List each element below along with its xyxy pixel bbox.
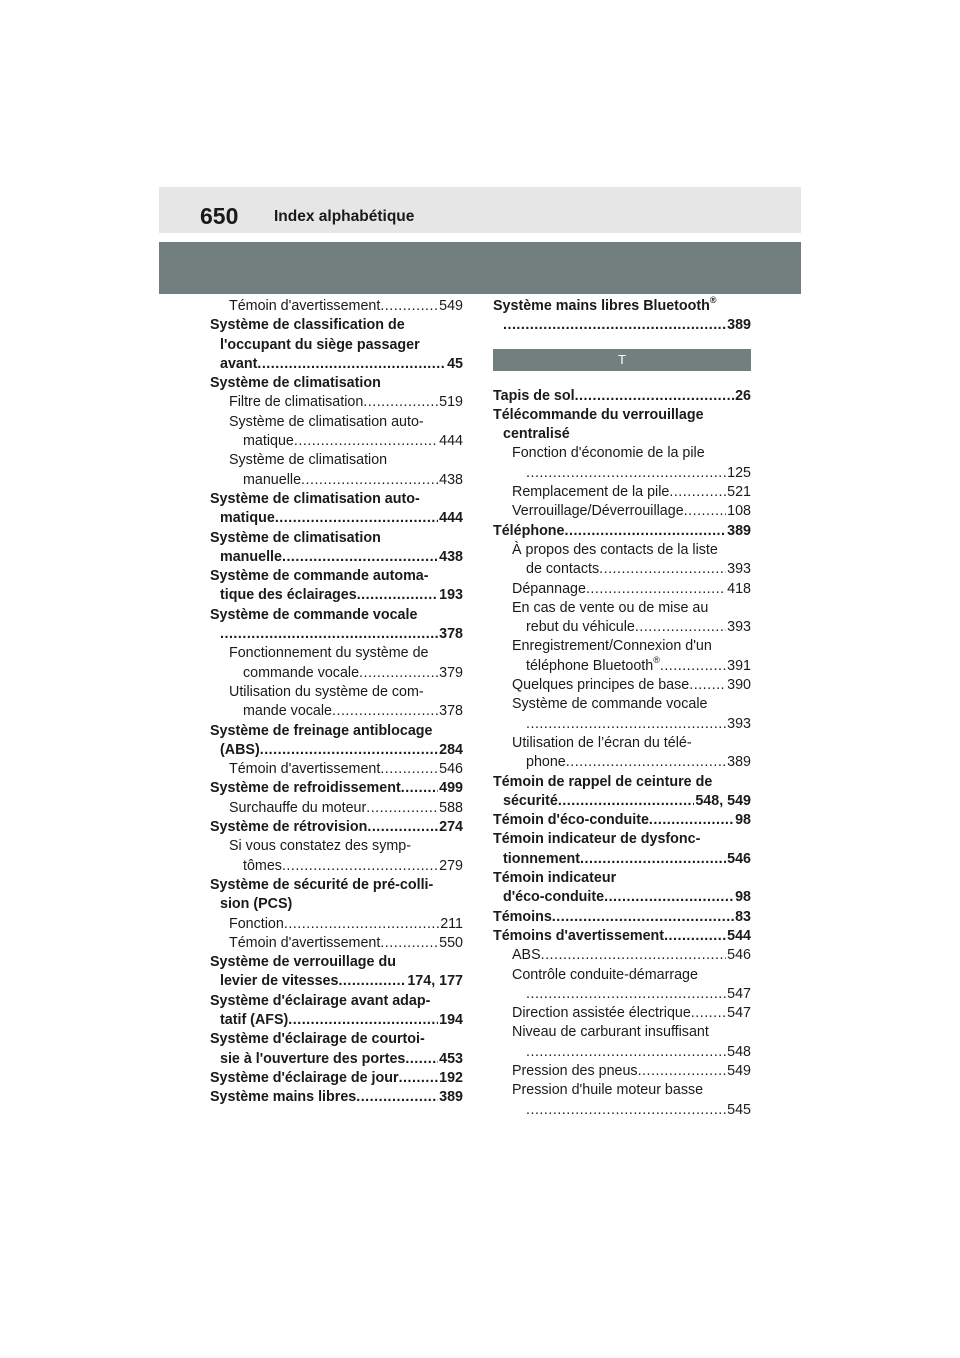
entry-row [493,316,751,335]
entry-line: Télécommande du verrouillage [493,406,704,423]
entry-row [493,888,751,907]
entry-text: Système mains libres [210,1089,357,1106]
dot-leader [526,985,726,1004]
page-reference: 453 [439,1050,463,1067]
dot-leader [684,502,726,521]
page-reference: 98 [735,889,751,906]
entry-text: levier de vitesses [220,973,339,990]
entry-row [512,715,751,734]
page-reference: 125 [727,464,751,481]
entry-row [210,586,463,605]
entry-line: Système de climatisation auto- [229,413,424,430]
page-reference: 26 [735,387,751,404]
page-reference: 438 [439,471,463,488]
entry-row [493,387,751,406]
entry-text: tionnement [503,850,581,867]
entry-line: Système de sécurité de pré-colli- [210,876,434,893]
entry-line: Système de commande vocale [512,696,708,713]
index-entry [210,529,463,568]
page-reference: 108 [727,503,751,520]
index-entry [493,406,751,445]
entry-row [512,1062,751,1081]
entry-row [512,1004,751,1023]
page-reference: 544 [727,927,751,944]
page-reference: 438 [439,548,463,565]
page-reference: 389 [727,522,751,539]
page-reference: 279 [439,857,463,874]
page-reference: 393 [727,561,751,578]
entry-row [512,654,751,676]
section-title: Index alphabétique [274,208,415,225]
index-entry [210,567,463,606]
index-entry [210,992,463,1031]
dot-leader [363,393,438,412]
index-subentry [493,444,751,483]
dot-leader [689,676,726,695]
entry-text: Témoins [493,908,552,925]
page-reference: 389 [439,1089,463,1106]
page-reference: 547 [727,1005,751,1022]
entry-line: Témoin de rappel de ceinture de [493,773,713,790]
dot-leader [359,664,438,683]
page-reference: 546 [727,850,751,867]
entry-text: rebut du véhicule [526,619,635,636]
index-entry [210,1088,463,1107]
index-subentry [210,393,463,412]
entry-text: Direction assistée électrique [512,1005,691,1022]
entry-text: tatif (AFS) [220,1011,289,1028]
header-band [159,242,801,294]
entry-row [210,1069,463,1088]
page-reference: 284 [439,741,463,758]
index-entry [493,387,751,406]
entry-text: de contacts [526,561,600,578]
entry-row [229,471,463,490]
entry-row [229,702,463,721]
entry-text: sie à l'ouverture des portes [220,1050,406,1067]
entry-row [493,522,751,541]
page-reference: 550 [439,934,463,951]
entry-row [210,1088,463,1107]
index-entry [210,374,463,393]
entry-line: Enregistrement/Connexion d'un [512,638,712,655]
dot-leader [401,779,438,798]
entry-line: Pression d'huile moteur basse [512,1082,704,1099]
dot-leader [220,625,438,644]
page-reference: 444 [439,433,463,450]
index-subentry [210,413,463,452]
index-entry [493,522,751,541]
entry-text: d'éco-conduite [503,889,605,906]
entry-row [512,985,751,1004]
index-subentry [493,1062,751,1081]
dot-leader [380,297,438,316]
dot-leader [380,934,438,953]
entry-text: commande vocale [243,664,360,681]
entry-line: Système de commande automa- [210,568,429,585]
page-reference: 393 [727,715,751,732]
entry-row [512,464,751,483]
dot-leader [566,753,726,772]
dot-leader [586,580,726,599]
dot-leader [257,355,446,374]
index-entry [210,606,463,645]
dot-leader [526,464,726,483]
page-reference: 174, 177 [407,973,463,990]
entry-line: Système de climatisation [210,375,381,392]
page-reference: 548 [727,1043,751,1060]
entry-row [210,625,463,644]
dot-leader [405,1050,438,1069]
page-reference: 546 [439,761,463,778]
dot-leader [284,915,439,934]
entry-text: sécurité [503,792,558,809]
entry-text: tique des éclairages [220,587,357,604]
entry-line: Témoin indicateur de dysfonc- [493,831,701,848]
entry-row [210,779,463,798]
index-subentry [493,541,751,580]
entry-row [210,1050,463,1069]
entry-row [229,393,463,412]
entry-text: Téléphone [493,522,565,539]
entry-row [512,946,751,965]
index-entry [210,876,463,915]
page-reference: 588 [439,799,463,816]
page-reference: 546 [727,947,751,964]
dot-leader [282,548,438,567]
index-entry [493,773,751,812]
entry-line: Fonction d'économie de la pile [512,445,705,462]
entry-text: Pression des pneus [512,1062,638,1079]
entry-text: Filtre de climatisation [229,394,364,411]
dot-leader [526,1043,726,1062]
entry-row [512,753,751,772]
entry-text: Témoin d'éco-conduite [493,812,649,829]
index-entry [210,1069,463,1088]
entry-line: Système de freinage antiblocage [210,722,433,739]
page-number: 650 [200,203,239,229]
page-reference: 193 [439,587,463,604]
index-subentry [210,837,463,876]
dot-leader [691,1004,726,1023]
entry-line: l'occupant du siège passager [220,336,420,353]
entry-text: Système de refroidissement [210,780,401,797]
index-subentry [493,695,751,734]
entry-row [512,1101,751,1120]
index-entry [493,830,751,869]
dot-leader [301,471,438,490]
entry-text: Dépannage [512,580,586,597]
entry-text: manuelle [220,548,282,565]
entry-text: Témoin d'avertissement [229,761,381,778]
dot-leader [357,586,438,605]
index-entry [210,818,463,837]
page-reference: 379 [439,664,463,681]
page-reference: 547 [727,985,751,1002]
entry-line: Système de commande vocale [210,606,418,623]
entry-row [512,560,751,579]
page-header [159,187,801,233]
entry-row [210,355,463,374]
entry-text: matique [243,433,294,450]
index-entry [210,316,463,374]
page-reference: 519 [439,394,463,411]
page-reference: 98 [735,812,751,829]
dot-leader [565,522,727,541]
entry-row [229,934,463,953]
index-subentry [493,1004,751,1023]
index-entry [210,490,463,529]
page-reference: 548, 549 [695,792,751,809]
entry-row [210,1011,463,1030]
entry-line: Système d'éclairage de courtoi- [210,1031,425,1048]
page-reference: 83 [735,908,751,925]
entry-text: téléphone Bluetooth® [526,654,660,674]
page-reference: 211 [440,915,463,932]
dot-leader [503,316,726,335]
entry-row [493,927,751,946]
entry-line: Fonctionnement du système de [229,645,429,662]
dot-leader [541,946,727,965]
entry-line: Utilisation du système de com- [229,683,424,700]
entry-line: Système de climatisation [229,452,388,469]
dot-leader [664,927,726,946]
dot-leader [367,818,438,837]
entry-text: (ABS) [220,741,260,758]
entry-text: Témoins d'avertissement [493,927,665,944]
dot-leader [552,908,734,927]
page-reference: 389 [727,754,751,771]
entry-row [229,664,463,683]
index-entry [210,779,463,798]
entry-text: Quelques principes de base [512,677,690,694]
entry-line: Système de verrouillage du [210,954,396,971]
dot-leader [338,972,406,991]
entry-text: ABS [512,947,541,964]
dot-leader [575,387,735,406]
dot-leader [356,1088,438,1107]
entry-row [512,618,751,637]
entry-text: Tapis de sol [493,387,575,404]
entry-text: Verrouillage/Déverrouillage [512,503,684,520]
entry-row [229,432,463,451]
dot-leader [599,560,726,579]
index-entry [210,722,463,761]
entry-row [512,580,751,599]
entry-line: Système de climatisation auto- [210,490,420,507]
entry-line: Contrôle conduite-démarrage [512,966,698,983]
dot-leader [399,1069,439,1088]
entry-row [229,760,463,779]
index-subentry [493,483,751,502]
page-reference: 549 [727,1062,751,1079]
page-reference: 418 [727,580,751,597]
index-subentry [210,915,463,934]
entry-line: centralisé [503,426,570,443]
entry-row [493,908,751,927]
dot-leader [635,618,726,637]
entry-text: manuelle [243,471,302,488]
page-reference: 378 [439,703,463,720]
entry-line: Système mains libres Bluetooth® [493,295,717,314]
dot-leader [260,741,438,760]
registered-mark: ® [653,654,660,665]
page-reference: 545 [727,1101,751,1118]
entry-row [512,1043,751,1062]
index-entry [493,927,751,946]
dot-leader [366,799,438,818]
index-column-right [493,297,751,1120]
index-entry [210,953,463,992]
entry-row [210,509,463,528]
page-reference: 192 [439,1069,463,1086]
index-subentry [210,297,463,316]
index-subentry [210,683,463,722]
dot-leader [638,1062,727,1081]
dot-leader [275,509,438,528]
entry-line: Niveau de carburant insuffisant [512,1024,709,1041]
index-entry [493,869,751,908]
index-column-left [210,297,463,1107]
entry-row [210,741,463,760]
dot-leader [660,657,726,676]
entry-row [229,799,463,818]
index-entry [493,908,751,927]
registered-mark: ® [709,295,717,305]
dot-leader [526,1101,726,1120]
entry-text: Témoin d'avertissement [229,934,381,951]
page-reference: 274 [439,819,463,836]
index-subentry [493,599,751,638]
entry-row [210,548,463,567]
index-subentry [210,760,463,779]
page-reference: 390 [727,677,751,694]
index-subentry [210,644,463,683]
index-subentry [493,502,751,521]
entry-row [210,972,463,991]
dot-leader [380,760,438,779]
entry-line: Si vous constatez des symp- [229,838,411,855]
index-subentry [493,1023,751,1062]
entry-text: mande vocale [243,703,333,720]
entry-row [229,297,463,316]
entry-line: Système d'éclairage avant adap- [210,992,431,1009]
entry-text: Surchauffe du moteur [229,799,367,816]
entry-row [512,483,751,502]
entry-row [229,857,463,876]
index-subentry [210,934,463,953]
dot-leader [288,1011,438,1030]
dot-leader [604,888,734,907]
page-reference: 45 [447,355,463,372]
page-reference: 389 [727,317,751,334]
page-reference: 444 [439,510,463,527]
entry-line: Témoin indicateur [493,870,617,887]
index-subentry [210,799,463,818]
page-reference: 521 [727,484,751,501]
index-entry [210,1030,463,1069]
dot-leader [294,432,438,451]
entry-text: matique [220,510,275,527]
dot-leader [580,850,726,869]
entry-row [229,915,463,934]
entry-row [512,502,751,521]
entry-text: avant [220,355,258,372]
dot-leader [282,857,438,876]
page-reference: 391 [727,657,751,674]
entry-row [512,676,751,695]
entry-line: À propos des contacts de la liste [512,541,718,558]
index-subentry [493,946,751,965]
page-reference: 194 [439,1011,463,1028]
page-reference: 378 [439,626,463,643]
index-entry [493,811,751,830]
dot-leader [526,715,726,734]
index-subentry [210,451,463,490]
entry-text: phone [526,754,566,771]
index-subentry [493,966,751,1005]
dot-leader [558,792,695,811]
entry-row [210,818,463,837]
index-subentry [493,1081,751,1120]
page-reference: 549 [439,298,463,314]
entry-line: Système de climatisation [210,529,381,546]
entry-text: Remplacement de la pile [512,484,670,501]
index-subentry [493,734,751,773]
entry-text: Système de rétrovision [210,819,368,836]
index-subentry [493,676,751,695]
entry-row [493,811,751,830]
page-reference: 499 [439,780,463,797]
entry-line: Utilisation de l’écran du télé- [512,734,692,751]
entry-row [493,850,751,869]
dot-leader [669,483,726,502]
entry-line: En cas de vente ou de mise au [512,599,709,616]
page-reference: 393 [727,619,751,636]
index-subentry [493,580,751,599]
entry-text: Témoin d'avertissement [229,298,381,314]
entry-text: Fonction [229,915,284,932]
entry-line: sion (PCS) [220,896,293,913]
dot-leader [332,702,438,721]
index-subentry [493,637,751,676]
entry-line: Système de classification de [210,317,405,334]
index-entry [493,297,751,336]
entry-text: Système d'éclairage de jour [210,1069,399,1086]
letter-heading: T [493,349,751,371]
entry-text: tômes [243,857,282,874]
entry-row [493,792,751,811]
dot-leader [649,811,734,830]
